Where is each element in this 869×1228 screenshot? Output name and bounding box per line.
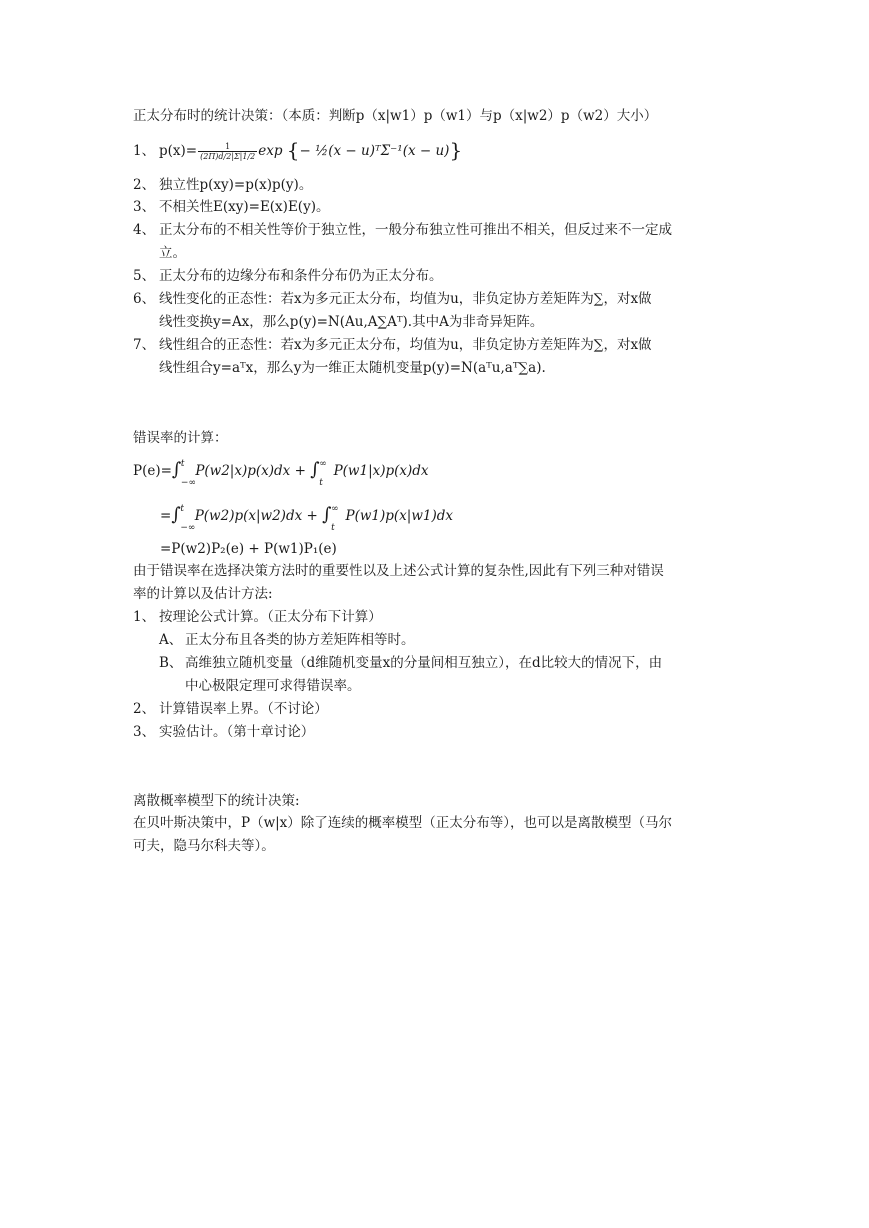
item-1-number: 1、 (133, 143, 156, 159)
normal-section-heading: 正太分布时的统计决策：（本质：判断p（x|w1）p（w1）与p（x|w2）p（w2）大小） (133, 108, 658, 124)
error-eq-1: P(e)=∫ t −∞ P(w2|x)p(x)dx + ∫ ∞ t P(w1|x)p(x)dx (133, 459, 429, 488)
item-4-cont: 立。 (159, 245, 186, 261)
exp-label: exp (258, 143, 283, 159)
item-1: 1、 p(x)= $\frac{1}{(2\Pi)d/2|\Sigma|1/2}$ exp {− ½(x − u)ᵀΣ⁻¹(x − u)} (133, 138, 463, 162)
item-1-lhs: p(x)= (159, 143, 198, 159)
item-6: 6、 线性变化的正态性：若x为多元正太分布，均值为u，非负定协方差矩阵为∑，对x做 (133, 291, 652, 307)
discrete-section-heading: 离散概率模型下的统计决策: (133, 793, 300, 809)
method-1a: A、 正太分布且各类的协方差矩阵相等时。 (159, 632, 415, 648)
item-7: 7、 线性组合的正态性：若x为多元正太分布，均值为u，非负定协方差矩阵为∑，对x做 (133, 337, 652, 353)
error-paragraph-line-2: 率的计算以及估计方法: (133, 586, 273, 602)
density-fraction: $\frac{1}{(2\Pi)d/2|\Sigma|1/2}$ (200, 142, 256, 161)
item-2: 2、 独立性p(xy)=p(x)p(y)。 (133, 177, 313, 193)
discrete-line-2: 可夫，隐马尔科夫等）。 (133, 838, 275, 854)
method-1b-cont: 中心极限定理可求得错误率。 (185, 678, 361, 694)
error-eq-3: =P(w2)P₂(e) + P(w1)P₁(e) (160, 541, 337, 557)
discrete-line-1: 在贝叶斯决策中，P（w|x）除了连续的概率模型（正太分布等），也可以是离散模型（马尔 (133, 815, 673, 831)
method-1b: B、 高维独立随机变量（d维随机变量x的分量间相互独立），在d比较大的情况下，由 (159, 655, 663, 671)
method-1: 1、 按理论公式计算。（正太分布下计算） (133, 609, 382, 625)
error-eq-2: =∫ t −∞ P(w2)p(x|w2)dx + ∫ ∞ t P(w1)p(x|w1)dx (160, 504, 453, 533)
item-4: 4、 正太分布的不相关性等价于独立性，一般分布独立性可推出不相关，但反过来不一定成 (133, 222, 672, 238)
method-2: 2、 计算错误率上界。（不讨论） (133, 701, 328, 717)
item-3: 3、 不相关性E(xy)=E(x)E(y)。 (133, 199, 330, 215)
exp-body: − ½(x − u)ᵀΣ⁻¹(x − u) (299, 143, 450, 159)
error-section-heading: 错误率的计算： (133, 430, 228, 446)
method-3: 3、 实验估计。（第十章讨论） (133, 724, 315, 740)
item-5: 5、 正太分布的边缘分布和条件分布仍为正太分布。 (133, 268, 443, 284)
item-6-cont: 线性变换y=Ax，那么p(y)=N(Au,A∑Aᵀ).其中A为非奇异矩阵。 (159, 314, 544, 330)
item-7-cont: 线性组合y=aᵀx，那么y为一维正太随机变量p(y)=N(aᵀu,aᵀ∑a). (159, 360, 546, 376)
error-paragraph-line-1: 由于错误率在选择决策方法时的重要性以及上述公式计算的复杂性,因此有下列三种对错误 (133, 563, 664, 579)
